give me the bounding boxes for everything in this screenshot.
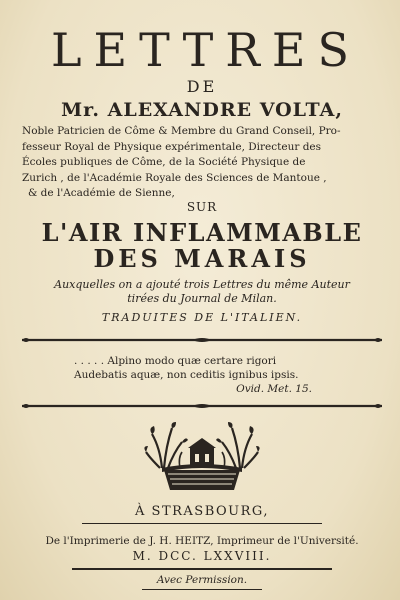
permission-note: Avec Permission. <box>156 573 248 586</box>
credentials-line: Écoles publiques de Côme, de la Société Physique de <box>22 156 306 168</box>
credentials-line: Noble Patricien de Côme & Membre du Grand Conseil, Pro- <box>22 125 341 137</box>
book-title: LETTRES <box>50 23 362 77</box>
ornamental-rule <box>22 336 382 344</box>
title-connector-de: DE <box>186 77 218 96</box>
epigraph-line: . . . . . Alpino modo quæ certare rigori <box>74 354 277 367</box>
ornamental-rule <box>22 402 382 410</box>
epigraph-line: Audebatis aquæ, non ceditis ignibus ipsis. <box>74 368 299 381</box>
printer-imprint: De l'Imprimerie de J. H. HEITZ, Imprimeur de l'Université. <box>45 534 359 547</box>
subtitle-line1: Auxquelles on a ajouté trois Lettres du même Auteur <box>54 277 350 291</box>
author-credentials <box>22 124 382 202</box>
subtitle-line2: tirées du Journal de Milan. <box>127 291 277 305</box>
credentials-line: & de l'Académie de Sienne, <box>28 187 175 199</box>
printer-ornament-icon <box>22 418 382 496</box>
epigraph-reference: Ovid. Met. 15. <box>236 382 312 395</box>
divider <box>142 589 262 590</box>
divider <box>72 568 332 570</box>
main-title-line1: L'AIR INFLAMMABLE <box>41 217 363 247</box>
divider <box>82 523 322 524</box>
credentials-line: fesseur Royal de Physique expérimentale, Directeur des <box>22 140 322 153</box>
place-of-publication: À STRASBOURG, <box>135 503 269 519</box>
title-connector-sur: SUR <box>186 199 218 214</box>
credentials-line: Zurich , de l'Académie Royale des Sciences de Mantoue , <box>22 171 327 184</box>
main-title-line2: DES MARAIS <box>93 243 311 273</box>
publication-year: M. DCC. LXXVIII. <box>132 548 272 563</box>
translation-note: TRADUITES DE L'ITALIEN. <box>101 310 303 324</box>
author-name: Mr. ALEXANDRE VOLTA, <box>61 99 343 121</box>
epigraph <box>74 354 372 396</box>
